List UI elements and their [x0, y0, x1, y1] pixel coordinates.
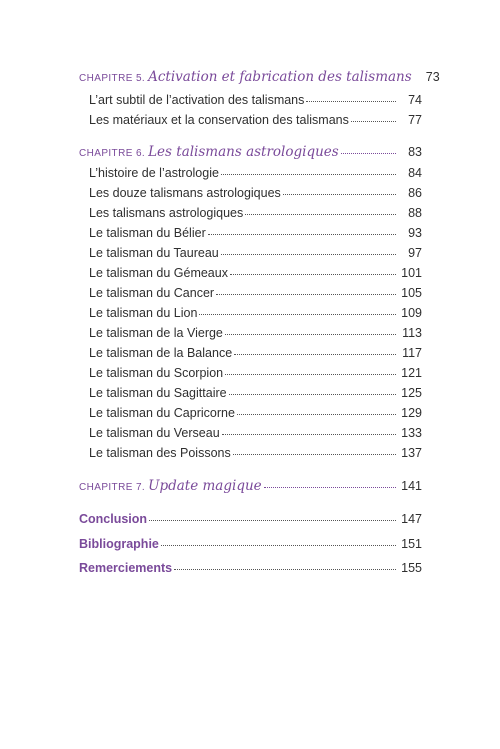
toc-entry[interactable]: [89, 164, 422, 180]
toc-bibliographie[interactable]: [79, 535, 422, 551]
page-number: 121: [401, 366, 422, 380]
page-number: 74: [408, 93, 422, 107]
page-number: 105: [401, 286, 422, 300]
leader-dots: [221, 162, 396, 175]
entry-title: L’art subtil de l’activation des talismans: [89, 93, 305, 107]
toc-entry[interactable]: [89, 364, 422, 380]
toc-entry[interactable]: [89, 184, 422, 200]
page-number: 141: [401, 479, 422, 493]
leader-dots: [216, 282, 396, 295]
entry-title: Bibliographie: [79, 537, 159, 551]
leader-dots: [174, 557, 396, 570]
chapter-title: [79, 477, 263, 495]
page-number: 83: [408, 145, 422, 159]
leader-dots: [245, 202, 396, 215]
page-number: 133: [401, 426, 422, 440]
toc-chapter-5[interactable]: [79, 68, 440, 86]
entry-title: Conclusion: [79, 512, 148, 526]
leader-dots: [264, 475, 396, 488]
leader-dots: [233, 442, 396, 455]
toc-chapter-7[interactable]: [79, 477, 422, 495]
entry-title: Les talismans astrologiques: [89, 206, 244, 220]
chapter-name: Activation et fabrication des talismans: [148, 69, 412, 85]
chapter-title: [79, 68, 413, 86]
chapter-name: Update magique: [148, 478, 262, 494]
page-number: 137: [401, 446, 422, 460]
page-number: 125: [401, 386, 422, 400]
toc-remerciements[interactable]: [79, 559, 422, 575]
page-number: 155: [401, 561, 422, 575]
page-number: 86: [408, 186, 422, 200]
chapter-number: CHAPITRE 5.: [79, 73, 146, 84]
entry-title: Le talisman de la Vierge: [89, 326, 223, 340]
leader-dots: [229, 382, 396, 395]
toc-entry[interactable]: [89, 404, 422, 420]
toc-entry[interactable]: [89, 224, 422, 240]
leader-dots: [351, 109, 396, 122]
page-number: 97: [408, 246, 422, 260]
toc-entry[interactable]: [89, 384, 422, 400]
leader-dots: [149, 508, 396, 521]
entry-title: Les matériaux et la conservation des talismans: [89, 113, 349, 127]
toc-entry[interactable]: [89, 424, 422, 440]
toc-entry[interactable]: [89, 444, 422, 460]
page-number: 93: [408, 226, 422, 240]
leader-dots: [208, 222, 396, 235]
page-number: 84: [408, 166, 422, 180]
leader-dots: [283, 182, 396, 195]
toc-entry[interactable]: [89, 244, 422, 260]
entry-title: Le talisman de la Balance: [89, 346, 233, 360]
page-number: 109: [401, 306, 422, 320]
toc-entry[interactable]: [89, 284, 422, 300]
leader-dots: [225, 322, 396, 335]
leader-dots: [234, 342, 396, 355]
page-number: 151: [401, 537, 422, 551]
leader-dots: [161, 533, 396, 546]
toc-entry[interactable]: [89, 204, 422, 220]
entry-title: Remerciements: [79, 561, 173, 575]
page-number: 117: [402, 346, 422, 360]
chapter-number: CHAPITRE 6.: [79, 148, 146, 159]
page-number: 101: [401, 266, 422, 280]
entry-title: Le talisman du Gémeaux: [89, 266, 228, 280]
chapter-number: CHAPITRE 7.: [79, 482, 146, 493]
entry-title: Le talisman du Capricorne: [89, 406, 235, 420]
leader-dots: [341, 141, 396, 154]
entry-title: Les douze talismans astrologiques: [89, 186, 281, 200]
leader-dots: [306, 89, 396, 102]
entry-title: Le talisman du Sagittaire: [89, 386, 227, 400]
entry-title: Le talisman du Cancer: [89, 286, 215, 300]
toc-entry[interactable]: [89, 111, 422, 127]
toc-entry[interactable]: [89, 344, 422, 360]
toc-conclusion[interactable]: [79, 510, 422, 526]
page-number: 129: [401, 406, 422, 420]
entry-title: Le talisman des Poissons: [89, 446, 231, 460]
leader-dots: [230, 262, 396, 275]
entry-title: L’histoire de l’astrologie: [89, 166, 219, 180]
leader-dots: [222, 422, 396, 435]
page-number: 73: [425, 70, 440, 84]
toc-entry[interactable]: [89, 91, 422, 107]
entry-title: Le talisman du Scorpion: [89, 366, 224, 380]
chapter-title: [79, 143, 340, 161]
leader-dots: [221, 242, 396, 255]
leader-dots: [225, 362, 396, 375]
entry-title: Le talisman du Taureau: [89, 246, 219, 260]
toc-entry[interactable]: [89, 324, 422, 340]
toc-entry[interactable]: [89, 304, 422, 320]
page-number: 113: [402, 326, 422, 340]
entry-title: Le talisman du Lion: [89, 306, 198, 320]
leader-dots: [199, 302, 396, 315]
entry-title: Le talisman du Bélier: [89, 226, 206, 240]
page-number: 77: [408, 113, 422, 127]
leader-dots: [237, 402, 396, 415]
page-number: 147: [401, 512, 422, 526]
entry-title: Le talisman du Verseau: [89, 426, 220, 440]
toc-entry[interactable]: [89, 264, 422, 280]
page-number: 88: [408, 206, 422, 220]
toc-chapter-6[interactable]: [79, 143, 422, 161]
chapter-name: Les talismans astrologiques: [148, 144, 339, 160]
